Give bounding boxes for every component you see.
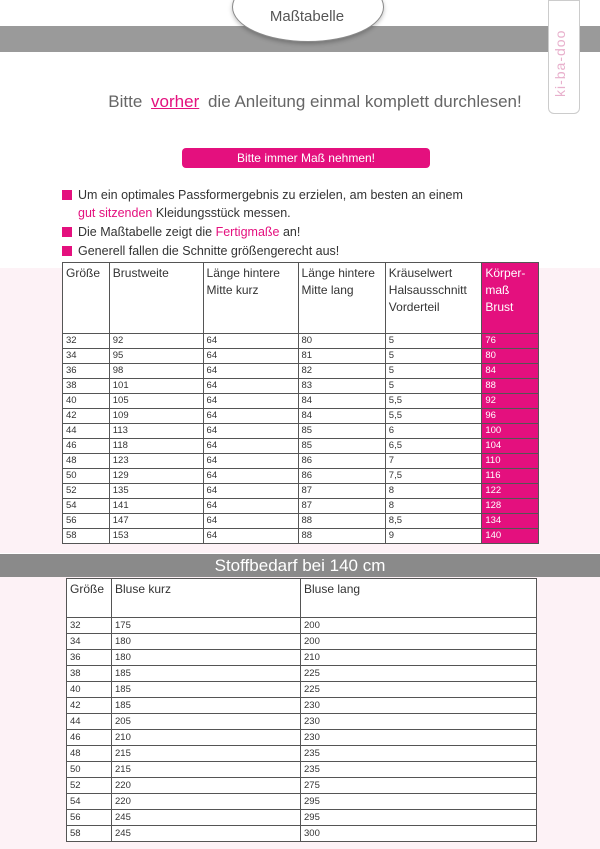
table-cell: 95 xyxy=(109,349,203,364)
table-row xyxy=(67,650,537,666)
table-cell: 220 xyxy=(112,778,301,794)
table-cell: 105 xyxy=(109,394,203,409)
table-row xyxy=(63,499,539,514)
table-cell: 42 xyxy=(63,409,110,424)
tip-item xyxy=(62,242,542,260)
table-cell: 205 xyxy=(112,714,301,730)
table-cell: 88 xyxy=(482,379,539,394)
intro-before: Bitte xyxy=(108,92,143,111)
table-cell: 215 xyxy=(112,746,301,762)
table-cell: 220 xyxy=(112,794,301,810)
table-cell: 54 xyxy=(63,499,110,514)
table-cell: 109 xyxy=(109,409,203,424)
table-cell: 87 xyxy=(298,484,385,499)
table-cell: 92 xyxy=(482,394,539,409)
table-cell: 54 xyxy=(67,794,112,810)
table-cell: 58 xyxy=(67,826,112,842)
table-cell: 92 xyxy=(109,334,203,349)
table-cell: 141 xyxy=(109,499,203,514)
table-row xyxy=(67,714,537,730)
col-header-blouse-short: Bluse kurz xyxy=(112,579,301,618)
table-cell: 140 xyxy=(482,529,539,544)
table-cell: 76 xyxy=(482,334,539,349)
table-cell: 46 xyxy=(67,730,112,746)
table-cell: 275 xyxy=(301,778,537,794)
table-cell: 100 xyxy=(482,424,539,439)
table-cell: 64 xyxy=(203,409,298,424)
col-header-size: Größe xyxy=(63,263,110,334)
table-cell: 50 xyxy=(63,469,110,484)
table-cell: 153 xyxy=(109,529,203,544)
table-row xyxy=(63,334,539,349)
table-cell: 58 xyxy=(63,529,110,544)
table-cell: 225 xyxy=(301,682,537,698)
table-cell: 6,5 xyxy=(385,439,482,454)
table-cell: 300 xyxy=(301,826,537,842)
table-cell: 64 xyxy=(203,394,298,409)
table-row xyxy=(63,394,539,409)
table-cell: 44 xyxy=(63,424,110,439)
table-cell: 295 xyxy=(301,794,537,810)
table-row xyxy=(63,409,539,424)
table-cell: 80 xyxy=(482,349,539,364)
table-cell: 50 xyxy=(67,762,112,778)
table-cell: 135 xyxy=(109,484,203,499)
tip-highlight: Fertigmaße xyxy=(215,225,280,239)
table-cell: 116 xyxy=(482,469,539,484)
table-cell: 87 xyxy=(298,499,385,514)
table-cell: 101 xyxy=(109,379,203,394)
table-row xyxy=(63,439,539,454)
table-cell: 7,5 xyxy=(385,469,482,484)
table-cell: 225 xyxy=(301,666,537,682)
table-header-row xyxy=(63,263,539,334)
table-cell: 40 xyxy=(67,682,112,698)
table-cell: 86 xyxy=(298,469,385,484)
table-cell: 96 xyxy=(482,409,539,424)
table-cell: 64 xyxy=(203,484,298,499)
tip-highlight: gut sitzenden xyxy=(78,206,153,220)
fabric-section-title: Stoffbedarf bei 140 cm xyxy=(0,554,600,578)
table-cell: 64 xyxy=(203,364,298,379)
table-cell: 147 xyxy=(109,514,203,529)
table-cell: 84 xyxy=(298,409,385,424)
fabric-requirements-table xyxy=(66,578,537,842)
intro-headline xyxy=(0,92,600,112)
table-cell: 52 xyxy=(63,484,110,499)
table-cell: 64 xyxy=(203,424,298,439)
table-cell: 46 xyxy=(63,439,110,454)
table-cell: 7 xyxy=(385,454,482,469)
table-cell: 48 xyxy=(67,746,112,762)
table-cell: 38 xyxy=(63,379,110,394)
table-row xyxy=(67,810,537,826)
table-cell: 185 xyxy=(112,682,301,698)
bullet-square-icon xyxy=(62,246,72,256)
table-cell: 230 xyxy=(301,698,537,714)
col-header-body-chest: Körper-maß Brust xyxy=(482,263,539,334)
table-cell: 215 xyxy=(112,762,301,778)
table-cell: 185 xyxy=(112,666,301,682)
table-cell: 84 xyxy=(298,394,385,409)
table-row xyxy=(67,698,537,714)
table-cell: 235 xyxy=(301,746,537,762)
col-header-size: Größe xyxy=(67,579,112,618)
table-cell: 82 xyxy=(298,364,385,379)
table-row xyxy=(67,762,537,778)
table-cell: 295 xyxy=(301,810,537,826)
tip-text: Generell fallen die Schnitte größengerecht aus! xyxy=(78,244,340,258)
table-cell: 123 xyxy=(109,454,203,469)
table-cell: 85 xyxy=(298,439,385,454)
table-row xyxy=(63,364,539,379)
table-cell: 5,5 xyxy=(385,409,482,424)
table-cell: 113 xyxy=(109,424,203,439)
table-row xyxy=(63,454,539,469)
table-cell: 5 xyxy=(385,334,482,349)
table-cell: 210 xyxy=(301,650,537,666)
table-cell: 36 xyxy=(63,364,110,379)
page-title: Maßtabelle xyxy=(269,8,345,25)
table-cell: 200 xyxy=(301,634,537,650)
table-row xyxy=(63,349,539,364)
table-cell: 83 xyxy=(298,379,385,394)
table-row xyxy=(63,514,539,529)
col-header-length-short: Länge hintere Mitte kurz xyxy=(203,263,298,334)
tips-list xyxy=(62,186,542,261)
table-cell: 64 xyxy=(203,379,298,394)
table-cell: 38 xyxy=(67,666,112,682)
table-cell: 85 xyxy=(298,424,385,439)
table-cell: 5 xyxy=(385,349,482,364)
col-header-chest-width: Brustweite xyxy=(109,263,203,334)
brand-logo-text: ki-ba-doo xyxy=(552,29,568,97)
table-cell: 48 xyxy=(63,454,110,469)
bullet-square-icon xyxy=(62,190,72,200)
table-cell: 8 xyxy=(385,484,482,499)
table-cell: 5,5 xyxy=(385,394,482,409)
table-row xyxy=(67,682,537,698)
table-row xyxy=(67,618,537,634)
table-cell: 110 xyxy=(482,454,539,469)
intro-link[interactable]: vorher xyxy=(151,92,200,111)
table-cell: 180 xyxy=(112,634,301,650)
table-cell: 128 xyxy=(482,499,539,514)
table-cell: 118 xyxy=(109,439,203,454)
table-cell: 56 xyxy=(67,810,112,826)
table-cell: 98 xyxy=(109,364,203,379)
table-row xyxy=(67,746,537,762)
table-row xyxy=(67,826,537,842)
table-cell: 64 xyxy=(203,349,298,364)
table-cell: 88 xyxy=(298,529,385,544)
table-cell: 34 xyxy=(67,634,112,650)
notice-banner: Bitte immer Maß nehmen! xyxy=(182,148,430,168)
table-row xyxy=(67,666,537,682)
table-cell: 185 xyxy=(112,698,301,714)
tip-text: Kleidungsstück messen. xyxy=(152,206,291,220)
table-row xyxy=(63,424,539,439)
table-row xyxy=(67,794,537,810)
tip-text: Um ein optimales Passformergebnis zu erzielen, am besten an einem xyxy=(78,188,463,202)
table-cell: 64 xyxy=(203,469,298,484)
table-header-row xyxy=(67,579,537,618)
table-row xyxy=(63,529,539,544)
table-cell: 175 xyxy=(112,618,301,634)
intro-after: die Anleitung einmal komplett durchlesen! xyxy=(207,92,522,111)
tip-item xyxy=(62,223,542,241)
table-cell: 210 xyxy=(112,730,301,746)
table-cell: 230 xyxy=(301,714,537,730)
table-cell: 88 xyxy=(298,514,385,529)
table-cell: 84 xyxy=(482,364,539,379)
table-cell: 52 xyxy=(67,778,112,794)
table-cell: 6 xyxy=(385,424,482,439)
table-cell: 8 xyxy=(385,499,482,514)
table-cell: 34 xyxy=(63,349,110,364)
table-cell: 81 xyxy=(298,349,385,364)
col-header-length-long: Länge hintere Mitte lang xyxy=(298,263,385,334)
col-header-blouse-long: Bluse lang xyxy=(301,579,537,618)
table-cell: 64 xyxy=(203,514,298,529)
table-cell: 40 xyxy=(63,394,110,409)
bullet-square-icon xyxy=(62,227,72,237)
table-cell: 56 xyxy=(63,514,110,529)
table-cell: 36 xyxy=(67,650,112,666)
table-cell: 64 xyxy=(203,454,298,469)
table-cell: 32 xyxy=(67,618,112,634)
table-cell: 180 xyxy=(112,650,301,666)
table-cell: 245 xyxy=(112,810,301,826)
tip-item xyxy=(62,186,542,222)
size-chart-table xyxy=(62,262,539,544)
table-cell: 64 xyxy=(203,439,298,454)
table-row xyxy=(67,730,537,746)
table-cell: 80 xyxy=(298,334,385,349)
table-cell: 64 xyxy=(203,529,298,544)
tip-text: an! xyxy=(279,225,301,239)
table-row xyxy=(67,778,537,794)
table-cell: 235 xyxy=(301,762,537,778)
table-cell: 134 xyxy=(482,514,539,529)
table-cell: 64 xyxy=(203,334,298,349)
tip-text: Die Maßtabelle zeigt die xyxy=(78,225,216,239)
table-cell: 5 xyxy=(385,379,482,394)
col-header-gather-value: Kräuselwert Halsausschnitt Vorderteil xyxy=(385,263,482,334)
table-cell: 104 xyxy=(482,439,539,454)
table-cell: 64 xyxy=(203,499,298,514)
table-cell: 122 xyxy=(482,484,539,499)
table-row xyxy=(63,379,539,394)
table-cell: 32 xyxy=(63,334,110,349)
table-cell: 8,5 xyxy=(385,514,482,529)
table-row xyxy=(67,634,537,650)
table-cell: 245 xyxy=(112,826,301,842)
table-row xyxy=(63,484,539,499)
table-cell: 200 xyxy=(301,618,537,634)
table-cell: 44 xyxy=(67,714,112,730)
table-cell: 9 xyxy=(385,529,482,544)
table-cell: 5 xyxy=(385,364,482,379)
table-cell: 129 xyxy=(109,469,203,484)
table-cell: 42 xyxy=(67,698,112,714)
table-cell: 86 xyxy=(298,454,385,469)
table-row xyxy=(63,469,539,484)
table-cell: 230 xyxy=(301,730,537,746)
